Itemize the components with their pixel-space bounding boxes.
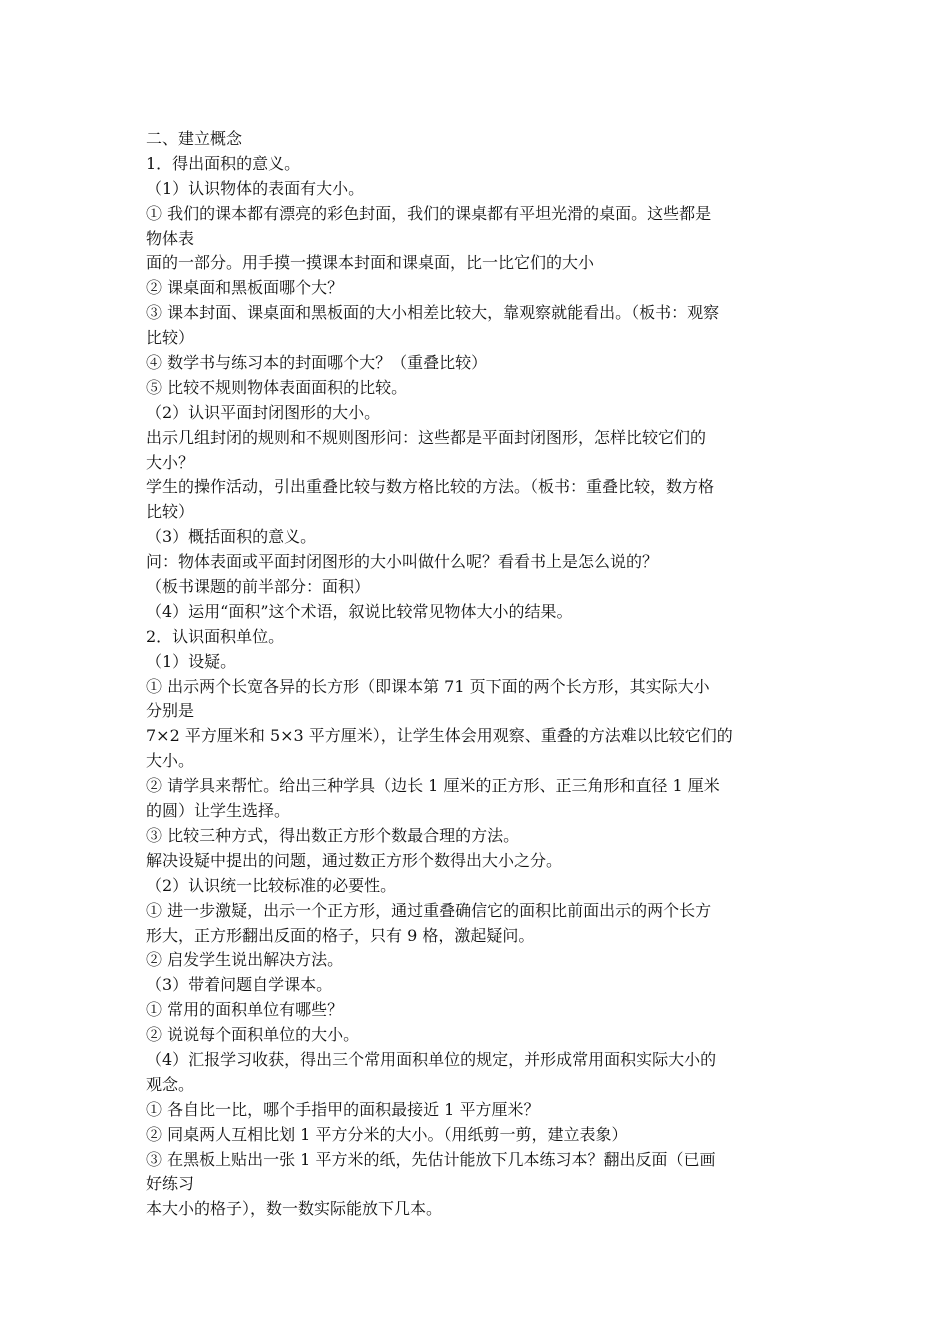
text-line: 出示几组封闭的规则和不规则图形问：这些都是平面封闭图形，怎样比较它们的 [146,427,707,447]
text-line: 大小？ [146,452,195,472]
text-line: ② 请学具来帮忙。给出三种学具（边长 1 厘米的正方形、正三角形和直径 1 厘米 [146,776,720,796]
text-line: 本大小的格子），数一数实际能放下几本。 [146,1199,443,1219]
item-heading: （2）认识统一比较标准的必要性。 [146,875,397,895]
text-line: 物体表 [146,228,195,248]
item-heading: （3）带着问题自学课本。 [146,975,333,995]
text-line: 好练习 [146,1174,195,1194]
section-heading: 二、建立概念 [146,129,243,148]
text-line: ⑤ 比较不规则物体表面面积的比较。 [146,377,408,397]
text-line: ① 出示两个长宽各异的长方形（即课本第 71 页下面的两个长方形，其实际大小 [146,676,710,696]
text-line: ② 说说每个面积单位的大小。 [146,1025,360,1045]
text-line: 面的一部分。用手摸一摸课本封面和课桌面，比一比它们的大小 [146,253,595,273]
text-line: 的圆）让学生选择。 [146,801,291,821]
text-line: ③ 比较三种方式，得出数正方形个数最合理的方法。 [146,825,520,845]
text-line: ① 进一步激疑，出示一个正方形，通过重叠确信它的面积比前面出示的两个长方 [146,900,712,920]
text-line: 分别是 [146,701,195,721]
item-heading: （4）汇报学习收获，得出三个常用面积单位的规定，并形成常用面积实际大小的 [146,1049,717,1069]
item-heading: （2）认识平面封闭图形的大小。 [146,402,381,422]
text-line: 问：物体表面或平面封闭图形的大小叫做什么呢？看看书上是怎么说的？ [146,552,659,572]
text-line: 比较） [146,328,195,348]
text-line: 7×2 平方厘米和 5×3 平方厘米），让学生体会用观察、重叠的方法难以比较它们的 [146,726,733,746]
text-line: 观念。 [146,1074,195,1094]
text-line: ④ 数学书与练习本的封面哪个大？（重叠比较） [146,353,488,373]
item-heading: （1）认识物体的表面有大小。 [146,178,365,198]
text-line: ① 各自比一比，哪个手指甲的面积最接近 1 平方厘米？ [146,1099,540,1119]
text-line: 解决设疑中提出的问题，通过数正方形个数得出大小之分。 [146,850,563,870]
text-line: （板书课题的前半部分：面积） [146,577,371,597]
item-heading: （3）概括面积的意义。 [146,527,317,547]
item-heading: （1）设疑。 [146,651,237,671]
text-line: ① 我们的课本都有漂亮的彩色封面，我们的课桌都有平坦光滑的桌面。这些都是 [146,203,712,223]
subsection-heading: 2．认识面积单位。 [146,626,285,646]
subsection-heading: 1．得出面积的意义。 [146,153,301,173]
text-line: 大小。 [146,751,195,771]
text-line: ② 课桌面和黑板面哪个大？ [146,278,344,298]
text-line: 学生的操作活动，引出重叠比较与数方格比较的方法。（板书：重叠比较，数方格 [146,477,715,497]
text-line: ② 启发学生说出解决方法。 [146,950,344,970]
item-heading: （4）运用“面积”这个术语，叙说比较常见物体大小的结果。 [146,601,573,621]
document-page [146,127,810,1222]
text-line: 形大，正方形翻出反面的格子，只有 9 格，激起疑问。 [146,925,535,945]
text-line: ③ 在黑板上贴出一张 1 平方米的纸，先估计能放下几本练习本？翻出反面（已画 [146,1149,716,1169]
text-line: ② 同桌两人互相比划 1 平方分米的大小。（用纸剪一剪，建立表象） [146,1124,628,1144]
text-line: ① 常用的面积单位有哪些？ [146,1000,344,1020]
text-line: 比较） [146,502,195,522]
text-line: ③ 课本封面、课桌面和黑板面的大小相差比较大，靠观察就能看出。（板书：观察 [146,303,720,323]
